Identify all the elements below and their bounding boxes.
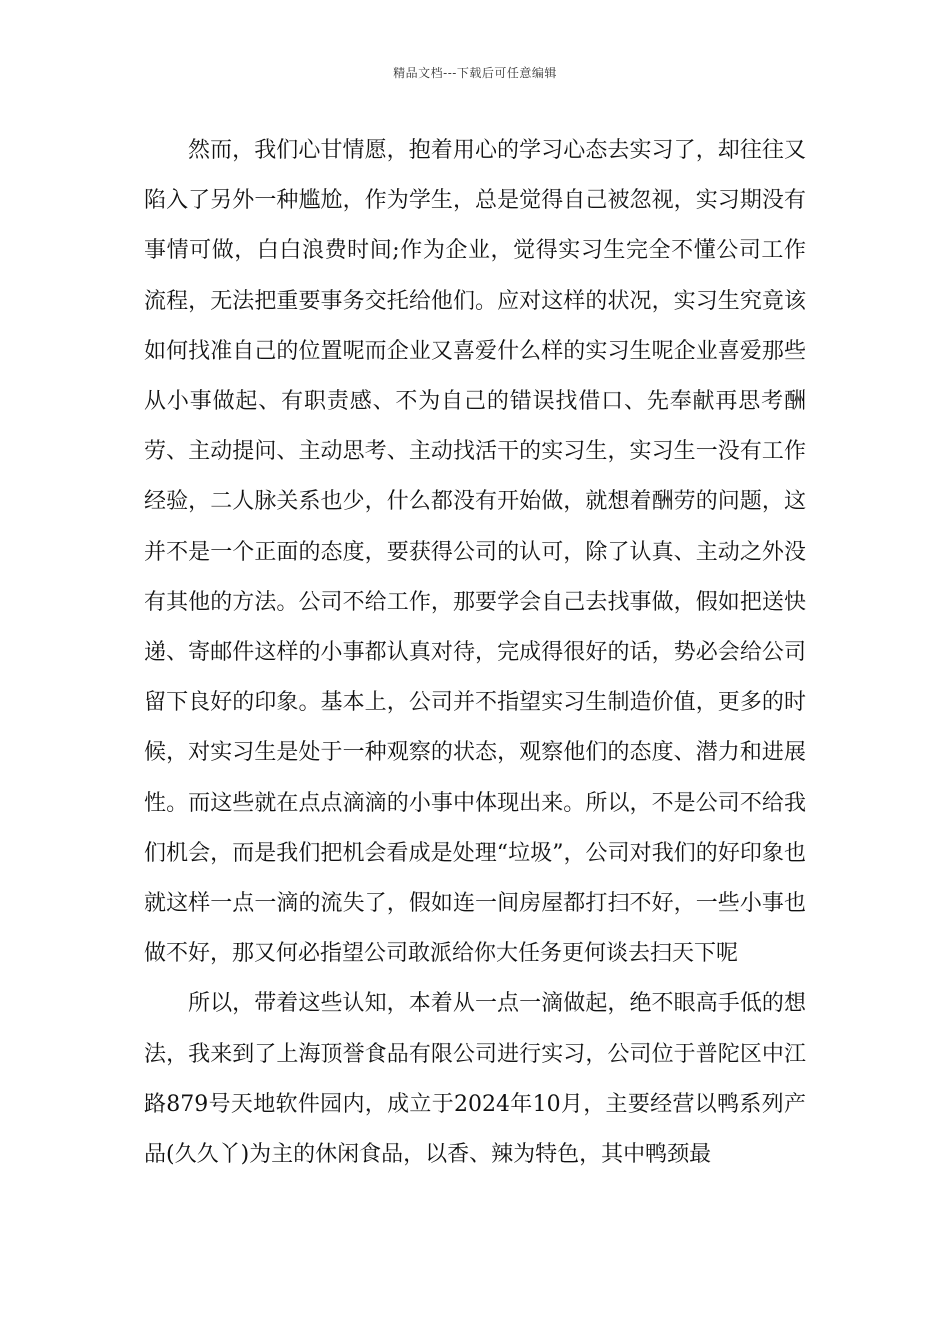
paragraph-2: 所以，带着这些认知，本着从一点一滴做起，绝不眼高手低的想法，我来到了上海顶誉食品有限公司进行实习，公司位于普陀区中江路879号天地软件园内，成立于2024年10月，主要经营以鸭系列产品(久久丫)为主的休闲食品，以香、辣为特色，其中鸭颈最 (144, 991, 806, 1168)
paragraph-1: 然而，我们心甘情愿，抱着用心的学习心态去实习了，却往往又陷入了另外一种尴尬，作为学生，总是觉得自己被忽视，实习期没有事情可做，白白浪费时间;作为企业，觉得实习生完全不懂公司工作流程，无法把重要事务交托给他们。应对这样的状况，实习生究竟该如何找准自己的位置呢而企业又喜爱什么样的实习生呢企业喜爱那些从小事做起、有职责感、不为自己的错误找借口、先奉献再思考酬劳、主动提问、主动思考、主动找活干的实习生，实习生一没有工作经验，二人脉关系也少，什么都没有开始做，就想着酬劳的问题，这并不是一个正面的态度，要获得公司的认可，除了认真、主动之外没有其他的方法。公司不给工作，那要学会自己去找事做，假如把送快递、寄邮件这样的小事都认真对待，完成得很好的话，势必会给公司留下良好的印象。基本上，公司并不指望实习生制造价值，更多的时候，对实习生是处于一种观察的状态，观察他们的态度、潜力和进展性。而这些就在点点滴滴的小事中体现出来。所以，不是公司不给我们机会，而是我们把机会看成是处理“垃圾”，公司对我们的好印象也就这样一点一滴的流失了，假如连一间房屋都打扫不好，一些小事也做不好，那又何必指望公司敢派给你大任务更何谈去扫天下呢 (144, 138, 806, 967)
document-body (144, 126, 806, 1180)
page-header: 精品文档---下载后可任意编辑 (393, 66, 557, 80)
